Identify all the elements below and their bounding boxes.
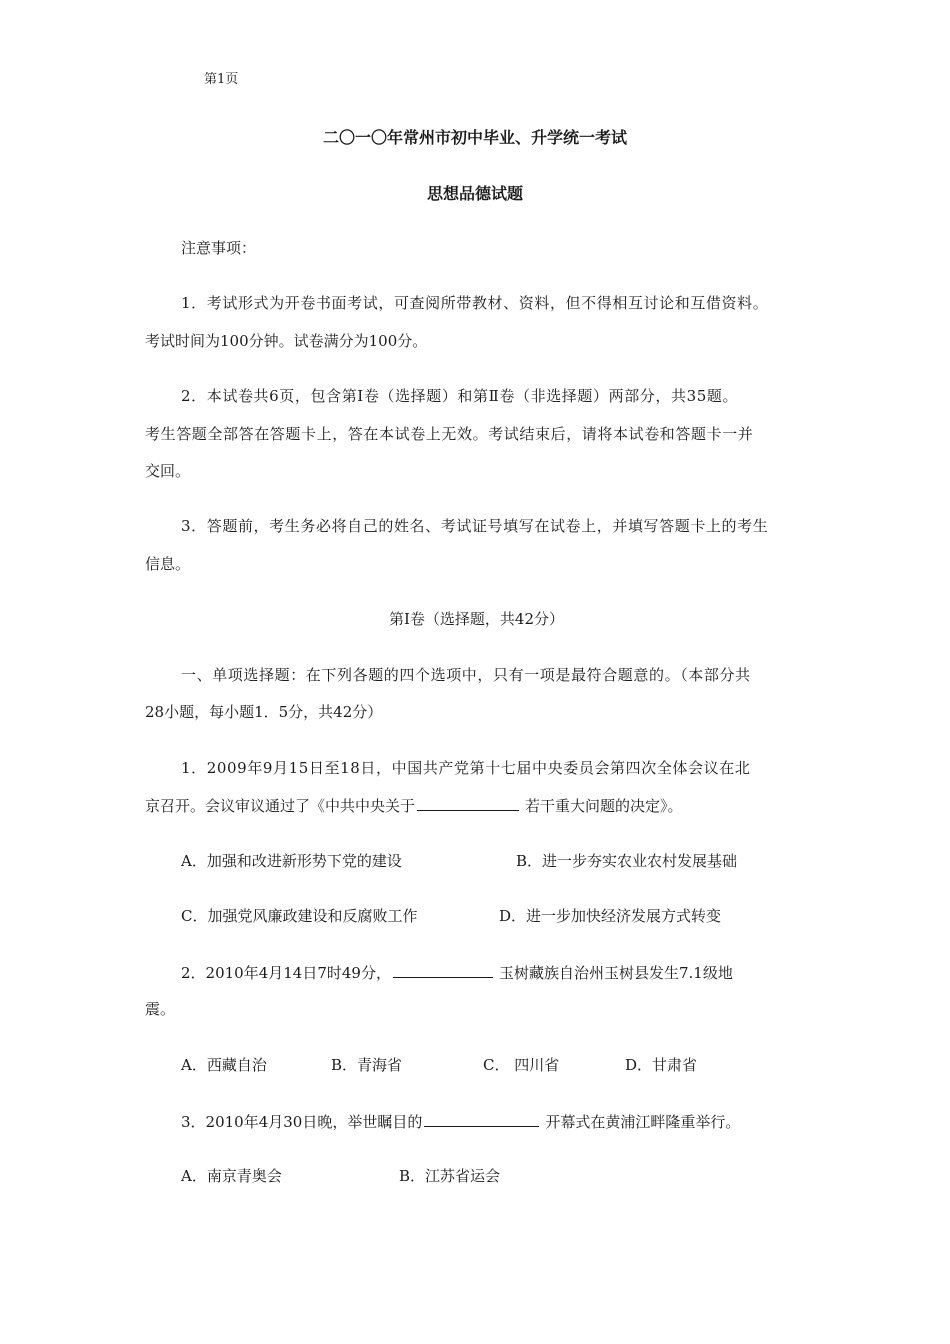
page-label: 第1页 (204, 72, 239, 87)
answer-blank (424, 1111, 539, 1127)
q3-option-b: B．江苏省运会 (399, 1167, 501, 1185)
q3-option-a: A．南京青奥会 (181, 1167, 282, 1185)
q1-option-b: B．进一步夯实农业农村发展基础 (516, 852, 738, 870)
exam-title: 二〇一〇年常州市初中毕业、升学统一考试 (322, 128, 627, 147)
answer-blank (417, 795, 519, 811)
q2-option-d: D．甘肃省 (625, 1056, 698, 1074)
section-title: 第Ⅰ卷（选择题，共42分） (389, 610, 565, 628)
notice-heading: 注意事项： (181, 239, 257, 257)
q2-option-c: C． 四川省 (483, 1056, 560, 1074)
q1-option-d: D．进一步加快经济发展方式转变 (499, 907, 722, 925)
answer-blank (393, 962, 493, 978)
exam-subtitle: 思想品德试题 (426, 184, 523, 203)
q2-option-b: B．青海省 (331, 1056, 403, 1074)
q1-option-a: A．加强和改进新形势下党的建设 (181, 852, 402, 870)
q2-option-a: A．西藏自治 (181, 1056, 267, 1074)
q1-option-c: C．加强党风廉政建设和反腐败工作 (181, 907, 418, 925)
